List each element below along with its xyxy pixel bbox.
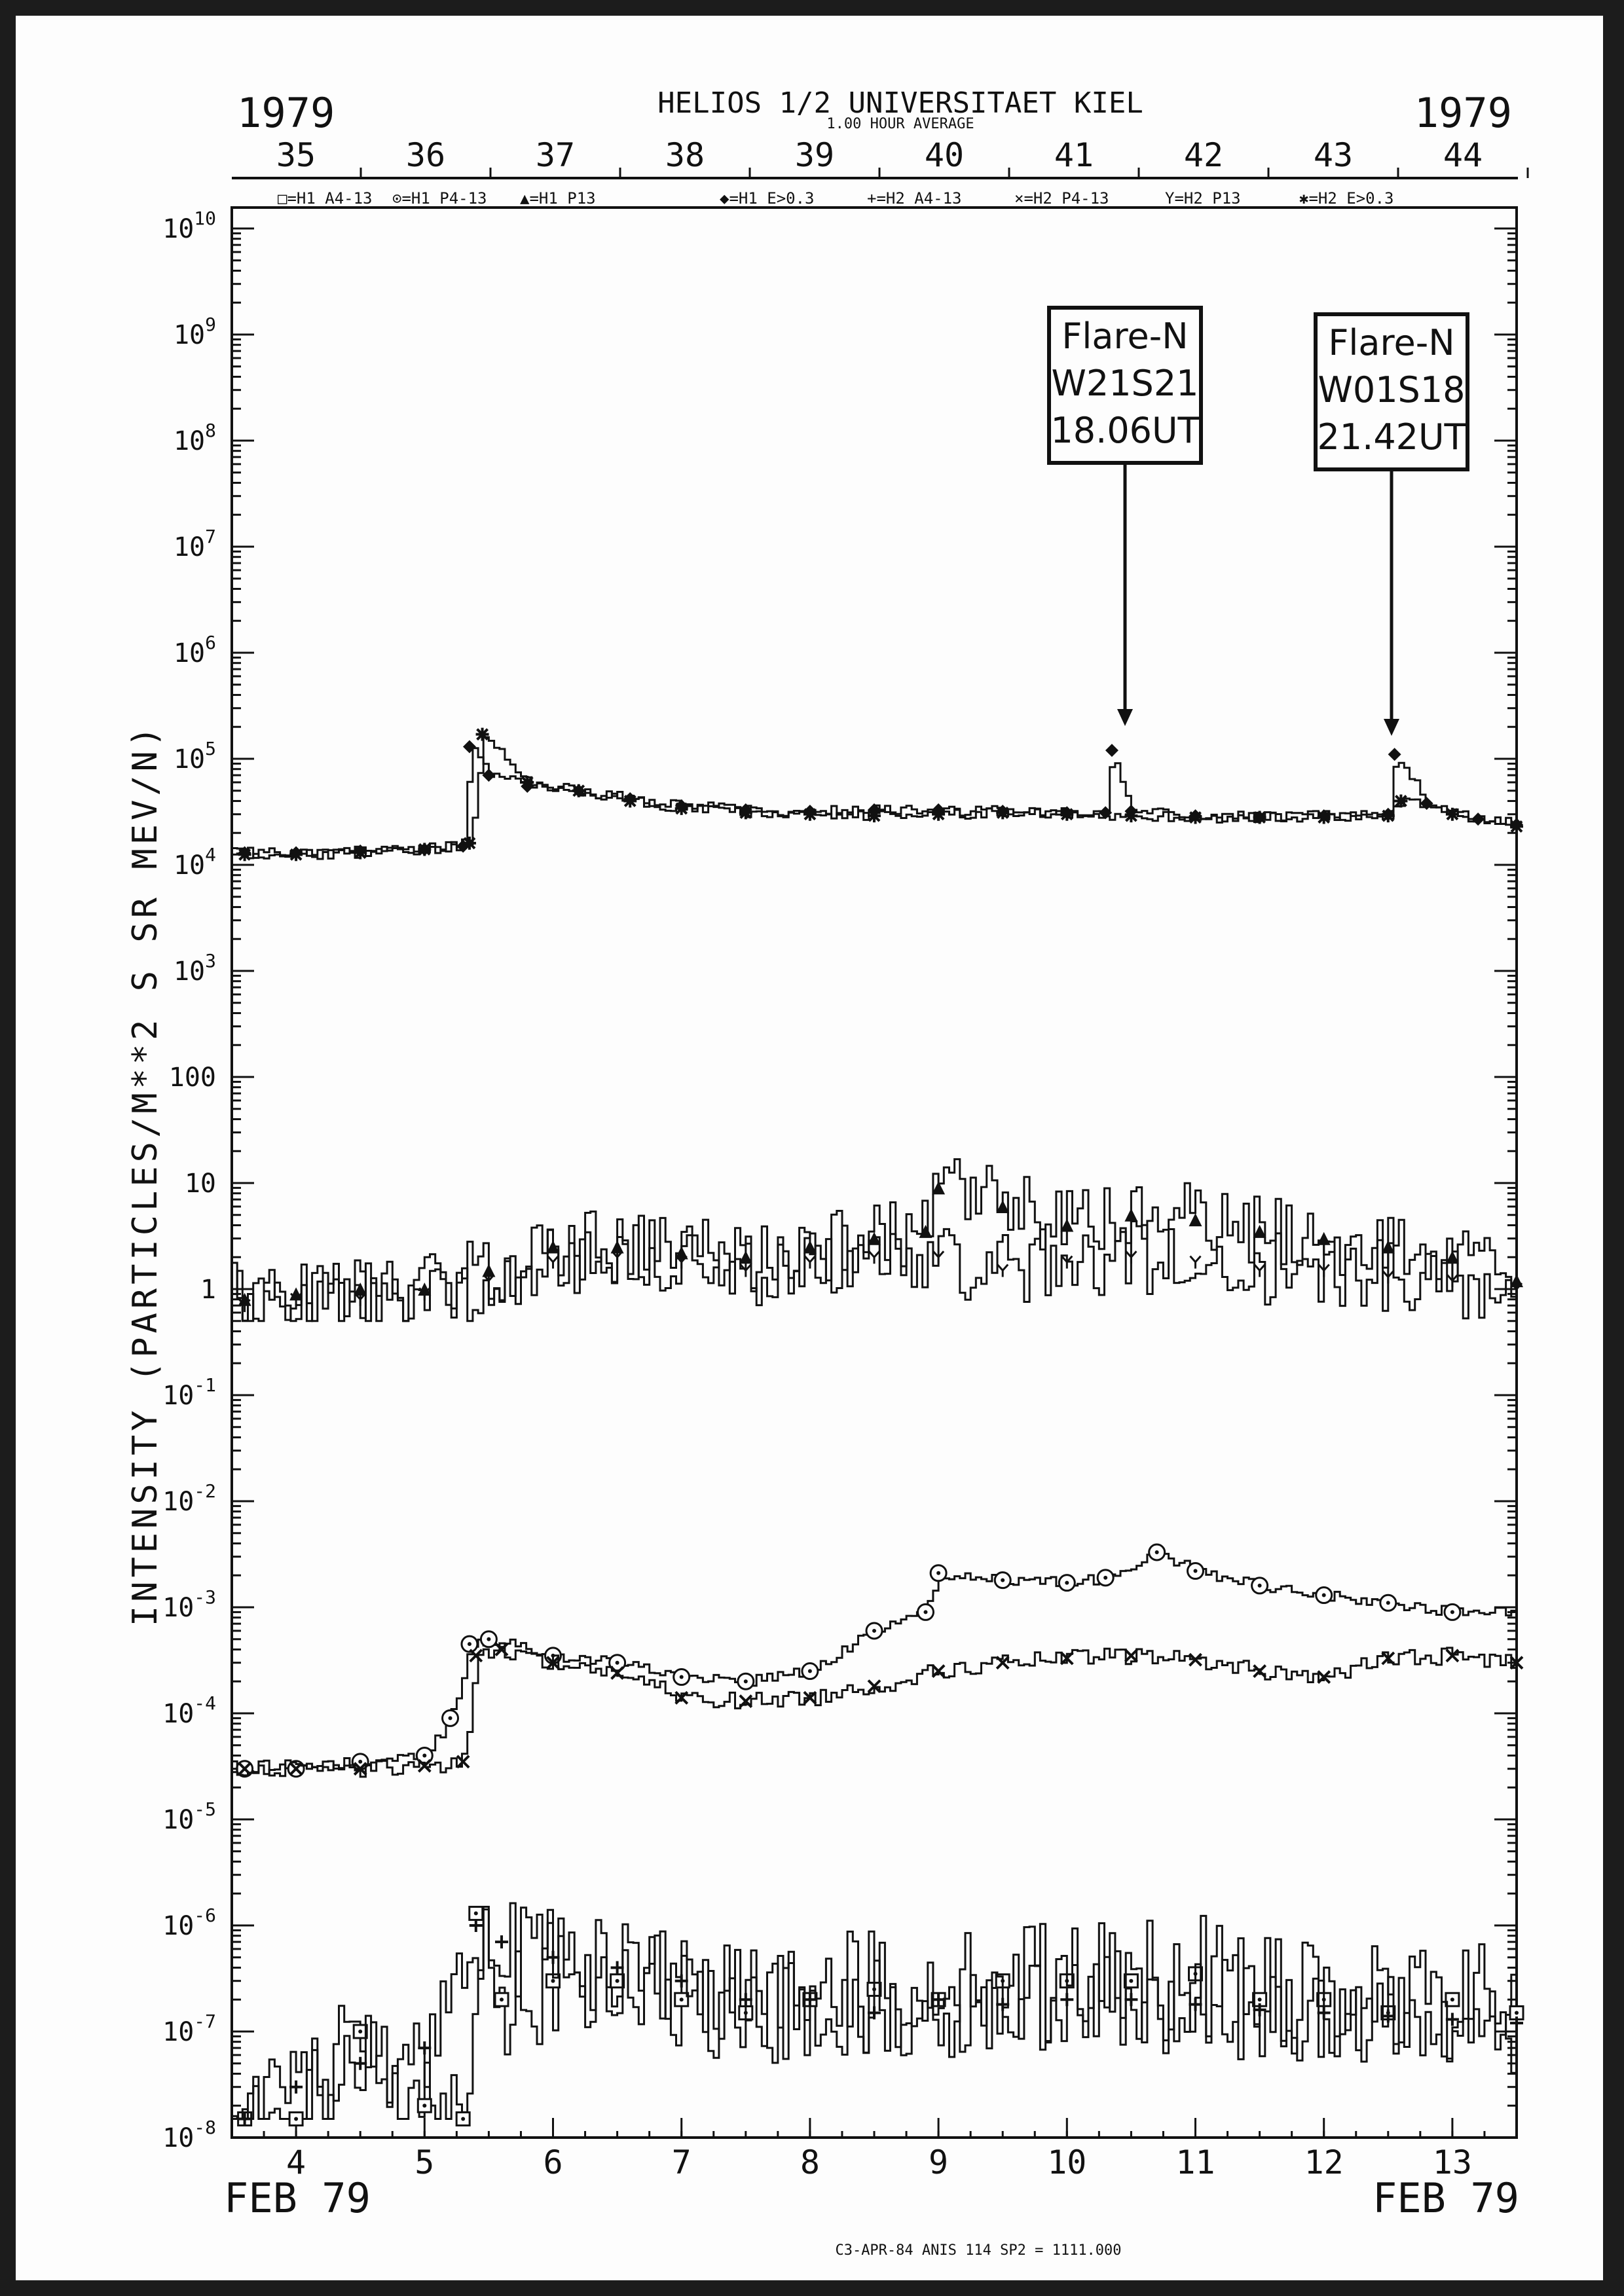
y-tick-base: 10 bbox=[162, 1593, 194, 1623]
series-markers bbox=[240, 1251, 1522, 1312]
flare-arrow-head bbox=[1117, 709, 1133, 726]
data-point bbox=[1254, 1666, 1266, 1677]
data-point bbox=[1189, 811, 1202, 824]
legend bbox=[278, 189, 1394, 208]
flare-text: Flare-N bbox=[1061, 316, 1189, 357]
x-tick-label: 10 bbox=[1047, 2143, 1087, 2181]
y-tick-exp: 6 bbox=[205, 632, 216, 653]
data-point bbox=[418, 843, 431, 856]
y-tick-base: 10 bbox=[173, 744, 206, 774]
doy-tick-label: 44 bbox=[1443, 136, 1483, 174]
x-axis-label-right: FEB 79 bbox=[1373, 2174, 1519, 2222]
series-h1-e-0-3 bbox=[232, 740, 1523, 860]
y-tick-label bbox=[169, 1063, 216, 1093]
legend-entry: ×=H2 P4-13 bbox=[1014, 189, 1109, 208]
y-tick-exp: 5 bbox=[205, 738, 216, 759]
y-tick-base: 10 bbox=[162, 214, 194, 244]
y-tick-label bbox=[162, 2117, 216, 2153]
series-group bbox=[232, 728, 1523, 2126]
y-tick-base: 10 bbox=[173, 850, 206, 881]
y-tick-label bbox=[200, 1275, 216, 1305]
y-tick-base: 10 bbox=[173, 426, 206, 456]
data-point bbox=[495, 1935, 508, 1948]
data-point bbox=[1510, 820, 1523, 833]
x-tick-label: 4 bbox=[286, 2143, 306, 2181]
x-tick-label: 12 bbox=[1304, 2143, 1344, 2181]
data-point bbox=[919, 1225, 932, 1238]
y-tick-label bbox=[162, 208, 216, 244]
data-point bbox=[238, 848, 251, 861]
x-axis bbox=[232, 2118, 1517, 2181]
data-point bbox=[1388, 748, 1401, 761]
y-tick-base: 10 bbox=[162, 2123, 194, 2153]
data-point bbox=[803, 808, 817, 821]
y-tick-base: 100 bbox=[168, 1063, 216, 1093]
data-point bbox=[805, 1256, 815, 1269]
y-tick-label bbox=[174, 738, 216, 774]
data-point bbox=[996, 806, 1009, 819]
data-point bbox=[548, 1256, 559, 1269]
data-point bbox=[1105, 744, 1118, 757]
flare-text: W21S21 bbox=[1051, 363, 1199, 404]
data-point bbox=[932, 808, 945, 821]
y-tick-label bbox=[174, 526, 216, 562]
y-tick-exp: 7 bbox=[205, 526, 216, 547]
legend-entry: ✱=H2 E>0.3 bbox=[1299, 189, 1394, 208]
data-point bbox=[572, 784, 585, 797]
data-point bbox=[476, 728, 489, 741]
flare-text: W01S18 bbox=[1318, 369, 1466, 410]
y-tick-label bbox=[174, 844, 216, 881]
flare-annotation bbox=[1049, 308, 1201, 726]
series-markers bbox=[237, 1544, 1460, 1777]
legend-entry: +=H2 A4-13 bbox=[867, 189, 962, 208]
y-tick-label bbox=[185, 1169, 216, 1199]
chart-subtitle: 1.00 HOUR AVERAGE bbox=[826, 116, 974, 132]
y-tick-base: 10 bbox=[173, 320, 206, 350]
flare-annotation bbox=[1316, 314, 1467, 736]
data-point bbox=[1318, 811, 1331, 824]
year-left: 1979 bbox=[237, 89, 335, 137]
y-tick-exp: -7 bbox=[194, 2011, 216, 2032]
x-tick-label: 13 bbox=[1432, 2143, 1473, 2181]
day-of-year-axis bbox=[276, 136, 1528, 178]
x-tick-label: 5 bbox=[415, 2143, 435, 2181]
y-tick-exp: -2 bbox=[194, 1480, 216, 1502]
y-tick-base: 1 bbox=[200, 1275, 216, 1305]
data-point bbox=[521, 776, 534, 789]
plot-frame bbox=[232, 208, 1517, 2138]
doy-tick-label: 39 bbox=[794, 136, 835, 174]
flare-text: 21.42UT bbox=[1317, 416, 1466, 458]
series-markers bbox=[238, 728, 1523, 862]
data-point bbox=[868, 809, 881, 822]
y-tick-exp: -5 bbox=[194, 1798, 216, 1820]
series-line bbox=[232, 748, 1517, 858]
y-tick-label bbox=[162, 1798, 216, 1835]
y-tick-exp: -4 bbox=[194, 1692, 216, 1714]
year-right: 1979 bbox=[1414, 89, 1512, 137]
legend-entry: ⊙=H1 P4-13 bbox=[392, 189, 487, 208]
y-tick-base: 10 bbox=[162, 1381, 194, 1411]
y-tick-exp: 8 bbox=[205, 420, 216, 441]
y-tick-exp: 10 bbox=[194, 208, 216, 229]
doy-tick-label: 42 bbox=[1183, 136, 1224, 174]
y-tick-exp: 4 bbox=[205, 844, 216, 866]
y-tick-exp: -6 bbox=[194, 1904, 216, 1926]
flare-text: Flare-N bbox=[1328, 322, 1455, 363]
data-point bbox=[463, 740, 476, 754]
y-tick-label bbox=[174, 420, 216, 456]
data-point bbox=[1446, 808, 1459, 821]
data-point bbox=[1060, 1993, 1073, 2006]
y-tick-exp: -8 bbox=[194, 2117, 216, 2138]
y-tick-exp: 3 bbox=[205, 950, 216, 972]
y-tick-base: 10 bbox=[173, 957, 206, 987]
y-tick-base: 10 bbox=[184, 1169, 216, 1199]
data-point bbox=[1124, 809, 1137, 822]
data-point bbox=[869, 1251, 879, 1264]
doy-tick-label: 36 bbox=[405, 136, 446, 174]
y-axis-label: INTENSITY (PARTICLES/M**2 S SR MEV/N) bbox=[126, 722, 165, 1627]
data-point bbox=[675, 802, 688, 815]
y-tick-label bbox=[162, 1904, 216, 1941]
chart-sheet bbox=[16, 16, 1603, 2280]
data-point bbox=[289, 848, 303, 861]
data-point bbox=[997, 1264, 1008, 1277]
series-h2-p13 bbox=[232, 1222, 1522, 1321]
data-point bbox=[1060, 808, 1073, 821]
y-tick-exp: -1 bbox=[194, 1374, 216, 1396]
y-tick-label bbox=[162, 1374, 216, 1411]
doy-tick-label: 43 bbox=[1313, 136, 1354, 174]
flare-arrow-head bbox=[1384, 719, 1399, 736]
chart-svg bbox=[16, 16, 1603, 2280]
legend-entry: Y=H2 P13 bbox=[1165, 189, 1241, 208]
y-axis bbox=[162, 208, 1517, 2153]
data-point bbox=[463, 837, 476, 850]
x-tick-label: 6 bbox=[543, 2143, 563, 2181]
y-tick-base: 10 bbox=[162, 1487, 194, 1517]
data-point bbox=[1394, 794, 1407, 807]
data-point bbox=[457, 1756, 469, 1768]
data-point bbox=[1189, 1213, 1202, 1226]
y-tick-label bbox=[162, 1586, 216, 1623]
y-tick-base: 10 bbox=[162, 2017, 194, 2047]
series-h2-e-0-3 bbox=[232, 728, 1523, 862]
legend-entry: □=H1 A4-13 bbox=[278, 189, 373, 208]
x-tick-label: 11 bbox=[1175, 2143, 1215, 2181]
series-line bbox=[232, 737, 1517, 859]
flare-text: 18.06UT bbox=[1050, 410, 1200, 451]
data-point bbox=[354, 847, 367, 860]
y-tick-base: 10 bbox=[173, 638, 206, 668]
x-tick-label: 7 bbox=[671, 2143, 692, 2181]
series-line bbox=[232, 1549, 1517, 1774]
y-tick-label bbox=[174, 950, 216, 987]
footer-note: C3-APR-84 ANIS 114 SP2 = 1111.000 bbox=[835, 2242, 1122, 2259]
y-tick-base: 10 bbox=[173, 532, 206, 562]
data-point bbox=[1190, 1256, 1201, 1269]
x-axis-label-left: FEB 79 bbox=[224, 2174, 371, 2222]
y-tick-label bbox=[162, 2011, 216, 2047]
y-tick-label bbox=[162, 1480, 216, 1517]
doy-tick-label: 37 bbox=[535, 136, 576, 174]
y-tick-label bbox=[174, 632, 216, 668]
y-tick-label bbox=[174, 314, 216, 350]
x-tick-label: 9 bbox=[929, 2143, 949, 2181]
data-point bbox=[1253, 811, 1266, 824]
data-point bbox=[623, 794, 637, 807]
legend-entry: ▲=H1 P13 bbox=[520, 189, 596, 208]
data-point bbox=[1382, 809, 1395, 822]
y-tick-base: 10 bbox=[162, 1805, 194, 1835]
y-tick-base: 10 bbox=[162, 1911, 194, 1941]
doy-tick-label: 38 bbox=[665, 136, 705, 174]
data-point bbox=[1125, 1650, 1137, 1662]
legend-entry: ◆=H1 E>0.3 bbox=[720, 189, 815, 208]
data-point bbox=[1255, 1264, 1265, 1277]
series-markers bbox=[238, 740, 1523, 860]
chart-title: HELIOS 1/2 UNIVERSITAET KIEL bbox=[657, 86, 1143, 120]
doy-tick-label: 35 bbox=[276, 136, 316, 174]
y-tick-exp: 9 bbox=[205, 314, 216, 335]
doy-tick-label: 40 bbox=[924, 136, 965, 174]
y-tick-exp: -3 bbox=[194, 1586, 216, 1608]
y-tick-label bbox=[162, 1692, 216, 1729]
data-point bbox=[1124, 1209, 1137, 1222]
x-tick-label: 8 bbox=[800, 2143, 820, 2181]
series-h1-p4-13 bbox=[232, 1544, 1517, 1777]
doy-tick-label: 41 bbox=[1054, 136, 1094, 174]
data-point bbox=[739, 806, 752, 819]
y-tick-base: 10 bbox=[162, 1699, 194, 1729]
series-h1-a4-13 bbox=[232, 1907, 1523, 2126]
flare-annotations bbox=[1049, 308, 1467, 736]
